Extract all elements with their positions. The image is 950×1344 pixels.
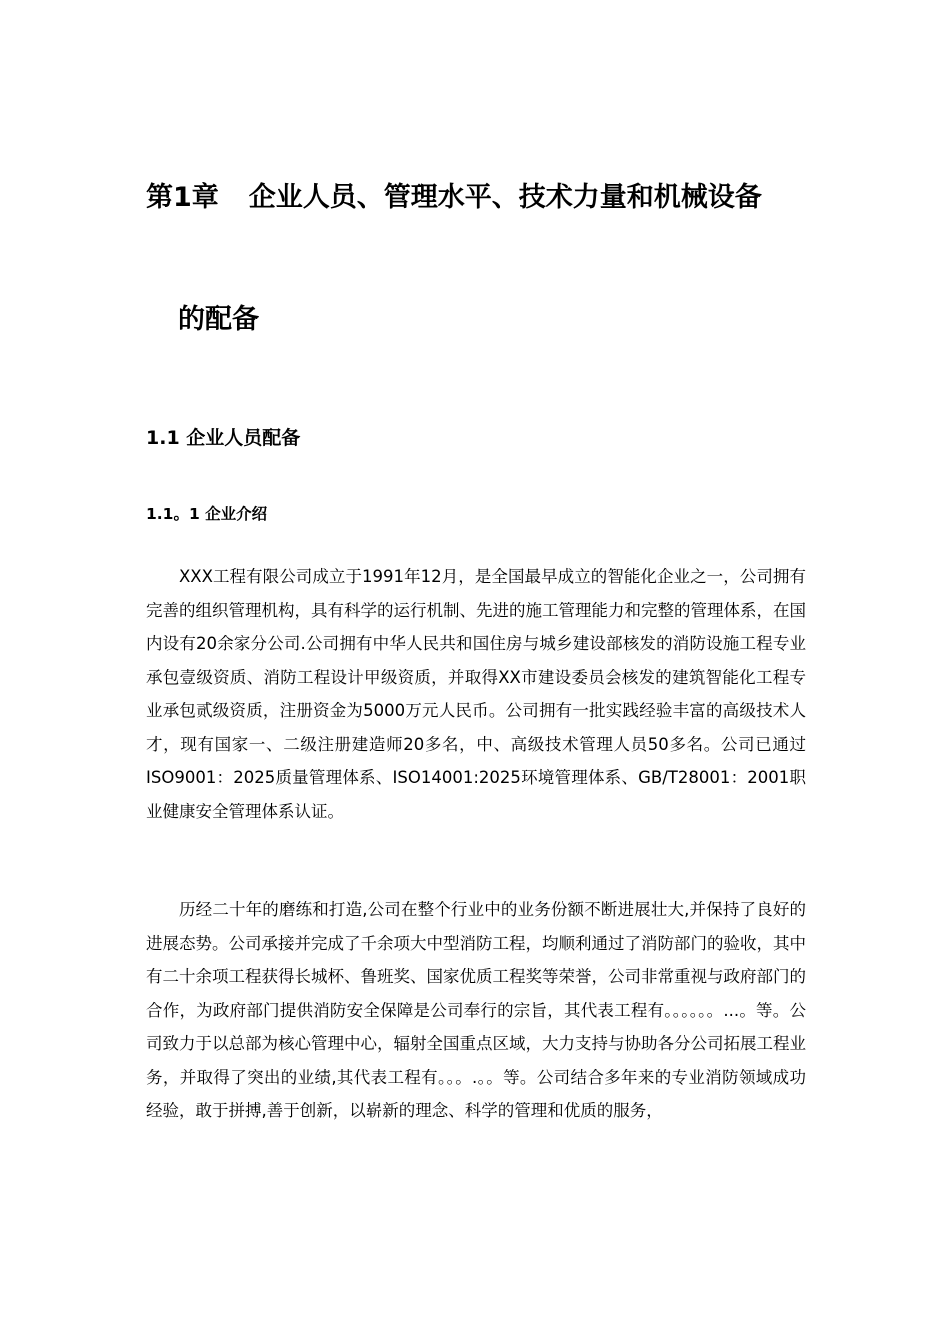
body-paragraph-2: 历经二十年的磨练和打造,公司在整个行业中的业务份额不断进展壮大,并保持了良好的进展态势。公司承接并完成了千余项大中型消防工程，均顺利通过了消防部门的验收，其中有二十余项工程获得长城杯、鲁班奖、国家优质工程奖等荣誉，公司非常重视与政府部门的合作，为政府部门提供消防安全保障是公司奉行的宗旨，其代表工程有。。。。。。...。等。公司致力于以总部为核心管理中心，辐射全国重点区域，大力支持与协助各分公司拓展工程业务，并取得了突出的业绩,其代表工程有。。。.。。等。公司结合多年来的专业消防领域成功经验，敢于拼搏,善于创新，以崭新的理念、科学的管理和优质的服务，: [146, 900, 806, 1120]
chapter-title: [146, 178, 846, 218]
chapter-title-line2: 的配备: [178, 304, 259, 335]
chapter-number: 第1章: [146, 182, 219, 213]
body-paragraph-1: XXX工程有限公司成立于1991年12月，是全国最早成立的智能化企业之一，公司拥有完善的组织管理机构，具有科学的运行机制、先进的施工管理能力和完整的管理体系，在国内设有20余家分公司.公司拥有中华人民共和国住房与城乡建设部核发的消防设施工程专业承包壹级资质、消防工程设计甲级资质，并取得XX市建设委员会核发的建筑智能化工程专业承包贰级资质，注册资金为5000万元人民币。公司拥有一批实践经验丰富的高级技术人才，现有国家一、二级注册建造师20多名，中、高级技术管理人员50多名。公司已通过ISO9001：2025质量管理体系、ISO14001:2025环境管理体系、GB/T28001：2001职业健康安全管理体系认证。: [146, 567, 806, 821]
subsection-heading: 1.1。1 企业介绍: [146, 505, 268, 523]
section-heading: 1.1 企业人员配备: [146, 427, 301, 449]
chapter-title-line1: 企业人员、管理水平、技术力量和机械设备: [248, 182, 762, 213]
